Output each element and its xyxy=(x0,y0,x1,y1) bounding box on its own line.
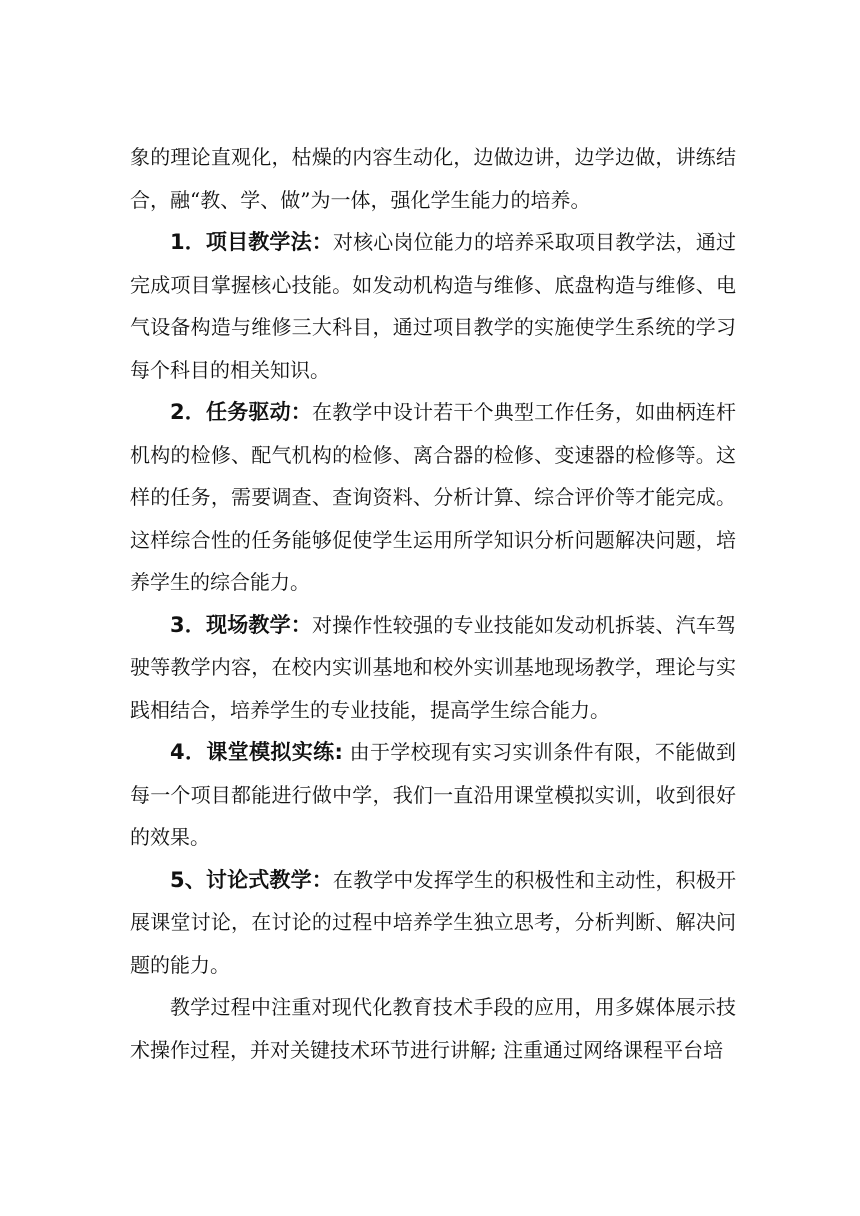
document-page xyxy=(130,136,736,1071)
item-project-teaching xyxy=(130,221,736,391)
item-text: 对操作性较强的专业技能如发动机拆装、汽车驾驶等教学内容，在校内实训基地和校外实训基地现场教学，理论与实践相结合，培养学生的专业技能，提高学生综合能力。 xyxy=(130,612,736,722)
item-heading: 5、讨论式教学： xyxy=(170,867,333,892)
item-heading: 2．任务驱动： xyxy=(170,400,313,424)
item-text: 对核心岗位能力的培养采取项目教学法，通过完成项目掌握核心技能。如发动机构造与维修、底盘构造与维修、电气设备构造与维修三大科目，通过项目教学的实施使学生系统的学习每个科目的相关知识。 xyxy=(130,230,737,382)
item-discussion-teaching xyxy=(130,859,736,987)
item-onsite-teaching xyxy=(130,604,736,732)
item-text: 由于学校现有实习实训条件有限，不能做到每一个项目都能进行做中学，我们一直沿用课堂模拟实训，收到很好的效果。 xyxy=(130,740,737,849)
closing-paragraph: 教学过程中注重对现代化教育技术手段的应用，用多媒体展示技术操作过程，并对关键技术环节进行讲解; 注重通过网络课程平台培 xyxy=(130,995,736,1062)
item-text: 在教学中设计若干个典型工作任务，如曲柄连杆机构的检修、配气机构的检修、离合器的检修、变速器的检修等。这样的任务，需要调查、查询资料、分析计算、综合评价等才能完成。这样综合性的任务能够促使学生运用所学知识分析问题解决问题，培养学生的综合能力。 xyxy=(130,400,736,594)
item-text: 在教学中发挥学生的积极性和主动性，积极开展课堂讨论，在讨论的过程中培养学生独立思考，分析判断、解决问题的能力。 xyxy=(130,867,737,977)
item-task-driven xyxy=(130,391,736,604)
intro-paragraph: 象的理论直观化，枯燥的内容生动化，边做边讲，边学边做，讲练结合，融“教、学、做”为一体，强化学生能力的培养。 xyxy=(130,145,736,212)
item-heading: 4．课堂模拟实练: xyxy=(170,740,343,764)
item-heading: 3．现场教学： xyxy=(170,612,313,637)
item-classroom-simulation xyxy=(130,731,736,859)
item-heading: 1．项目教学法： xyxy=(170,230,333,254)
